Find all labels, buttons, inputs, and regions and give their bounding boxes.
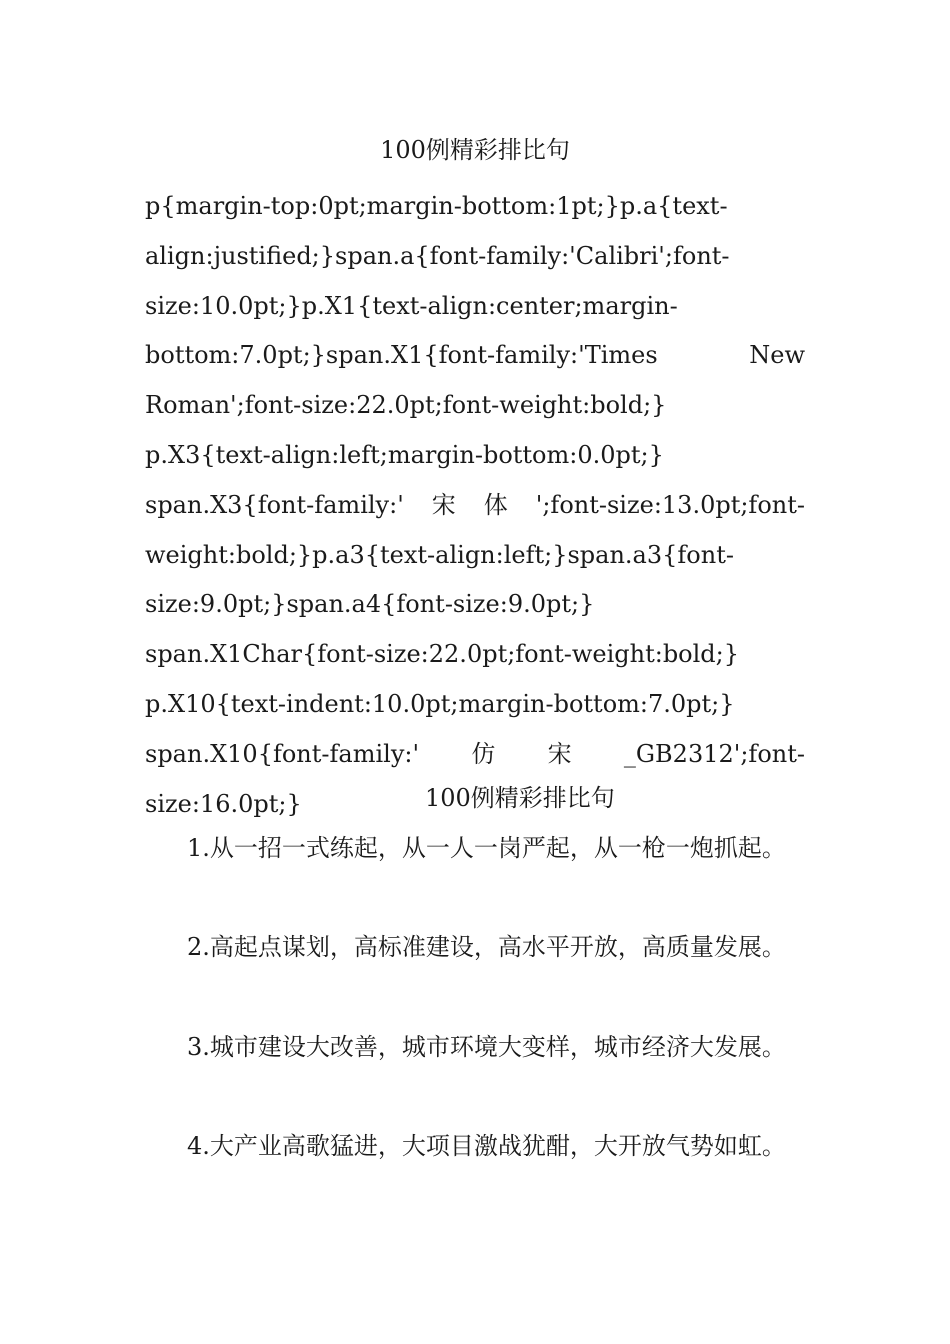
list-item-1: 1.从一招一式练起，从一人一岗严起，从一枪一炮抓起。	[187, 834, 786, 862]
document-title: 100例精彩排比句	[380, 136, 570, 164]
css-line-7-part-d: ';font-size:13.0pt;font-	[535, 490, 805, 519]
css-line-8: weight:bold;}p.a3{text-align:left;}span.a3{font-	[145, 540, 734, 569]
list-item-4: 4.大产业高歌猛进，大项目激战犹酣，大开放气势如虹。	[187, 1132, 786, 1160]
css-line-12	[145, 730, 805, 780]
css-line-4-part-a: bottom:7.0pt;}span.X1{font-family:'Times	[145, 341, 658, 370]
css-line-12-part-d: _GB2312';font-	[623, 739, 805, 768]
css-line-6: p.X3{text-align:left;margin-bottom:0.0pt;}	[145, 440, 664, 469]
css-text-block	[145, 182, 805, 829]
css-line-11: p.X10{text-indent:10.0pt;margin-bottom:7.0pt;}	[145, 689, 735, 718]
css-line-13: size:16.0pt;}	[145, 789, 302, 818]
list-item-2: 2.高起点谋划，高标准建设，高水平开放，高质量发展。	[187, 933, 786, 961]
css-line-7	[145, 481, 805, 531]
css-line-7-part-c: 体	[483, 490, 508, 519]
css-line-12-part-a: span.X10{font-family:'	[145, 739, 420, 768]
css-line-9: size:9.0pt;}span.a4{font-size:9.0pt;}	[145, 590, 595, 619]
css-line-2: align:justified;}span.a{font-family:'Calibri';font-	[145, 241, 730, 270]
css-line-4	[145, 331, 805, 381]
css-line-10: span.X1Char{font-size:22.0pt;font-weight:bold;}	[145, 640, 740, 669]
css-line-7-part-b: 宋	[431, 490, 456, 519]
css-line-12-part-b: 仿	[471, 739, 496, 768]
css-line-7-part-a: span.X3{font-family:'	[145, 490, 404, 519]
css-line-12-part-c: 宋	[547, 739, 572, 768]
css-line-5: Roman';font-size:22.0pt;font-weight:bold;}	[145, 391, 667, 420]
css-line-1: p{margin-top:0pt;margin-bottom:1pt;}p.a{text-	[145, 192, 728, 220]
css-line-4-part-b: New	[749, 341, 805, 370]
list-item-3: 3.城市建设大改善，城市环境大变样，城市经济大发展。	[187, 1033, 786, 1061]
document-subtitle: 100例精彩排比句	[425, 784, 615, 812]
css-line-3: size:10.0pt;}p.X1{text-align:center;margin-	[145, 291, 678, 320]
